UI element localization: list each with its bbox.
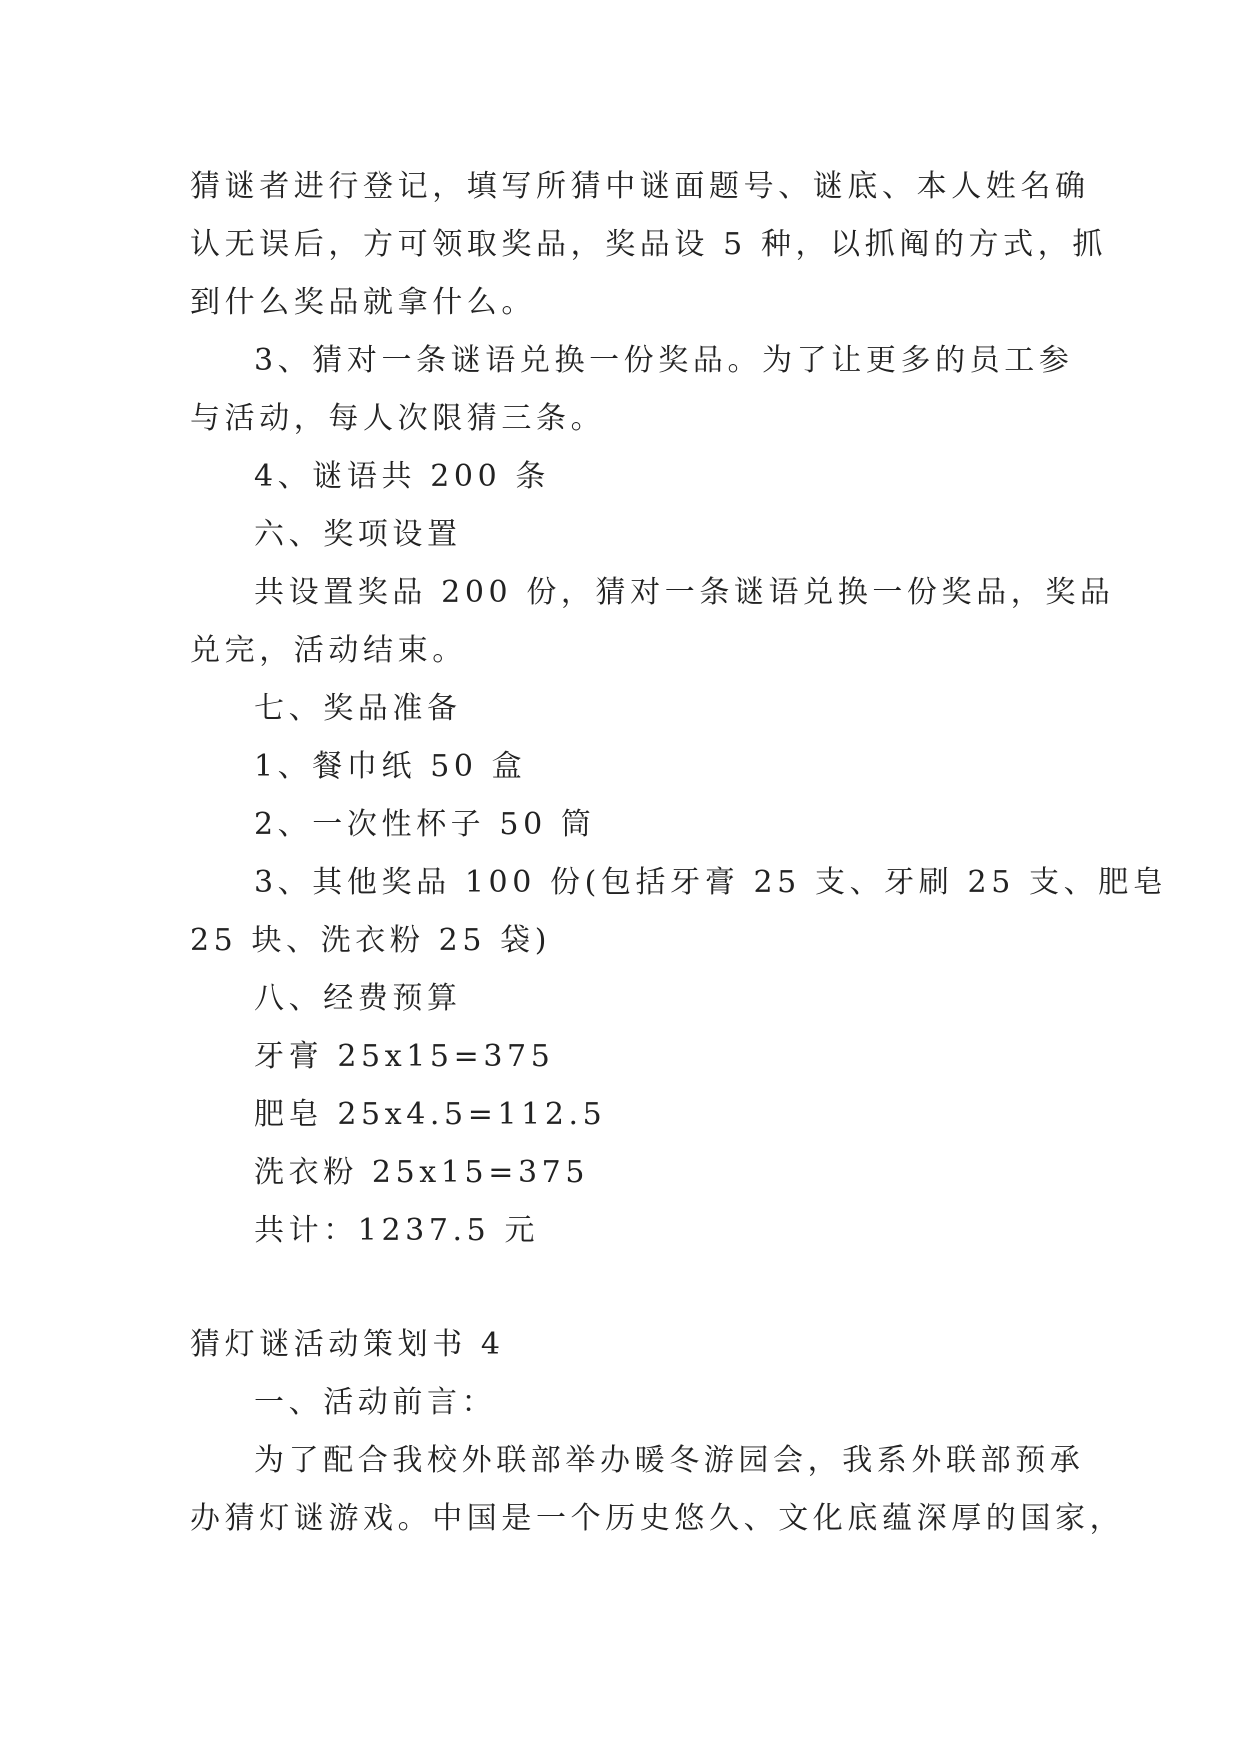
- paragraph-line: 25 块、洗衣粉 25 袋): [190, 923, 552, 958]
- section-heading: 七、奖品准备: [254, 691, 462, 726]
- paragraph-line: 认无误后，方可领取奖品，奖品设 5 种，以抓阄的方式，抓: [190, 227, 1107, 262]
- section-heading: 六、奖项设置: [254, 517, 462, 552]
- document-title: 猜灯谜活动策划书 4: [190, 1327, 505, 1362]
- list-item: 1、餐巾纸 50 盒: [254, 749, 527, 784]
- section-heading: 一、活动前言：: [254, 1385, 497, 1420]
- budget-total: 共计：1237.5 元: [254, 1213, 540, 1248]
- section-heading: 八、经费预算: [254, 981, 462, 1016]
- paragraph-line: 4、谜语共 200 条: [254, 459, 551, 494]
- paragraph-line: 办猜灯谜游戏。中国是一个历史悠久、文化底蕴深厚的国家，: [190, 1501, 1125, 1536]
- budget-line: 牙膏 25x15=375: [254, 1039, 555, 1074]
- paragraph-line: 兑完，活动结束。: [190, 633, 467, 668]
- paragraph-line: 与活动，每人次限猜三条。: [190, 401, 606, 436]
- budget-line: 洗衣粉 25x15=375: [254, 1155, 589, 1190]
- paragraph-line: 为了配合我校外联部举办暖冬游园会，我系外联部预承: [254, 1443, 1085, 1478]
- list-item: 3、其他奖品 100 份(包括牙膏 25 支、牙刷 25 支、肥皂: [254, 865, 1168, 900]
- list-item: 2、一次性杯子 50 筒: [254, 807, 596, 842]
- paragraph-line: 猜谜者进行登记，填写所猜中谜面题号、谜底、本人姓名确: [190, 169, 1090, 204]
- paragraph-line: 3、猜对一条谜语兑换一份奖品。为了让更多的员工参: [254, 343, 1074, 378]
- budget-line: 肥皂 25x4.5=112.5: [254, 1097, 607, 1132]
- paragraph-line: 共设置奖品 200 份，猜对一条谜语兑换一份奖品，奖品: [254, 575, 1115, 610]
- paragraph-line: 到什么奖品就拿什么。: [190, 285, 536, 320]
